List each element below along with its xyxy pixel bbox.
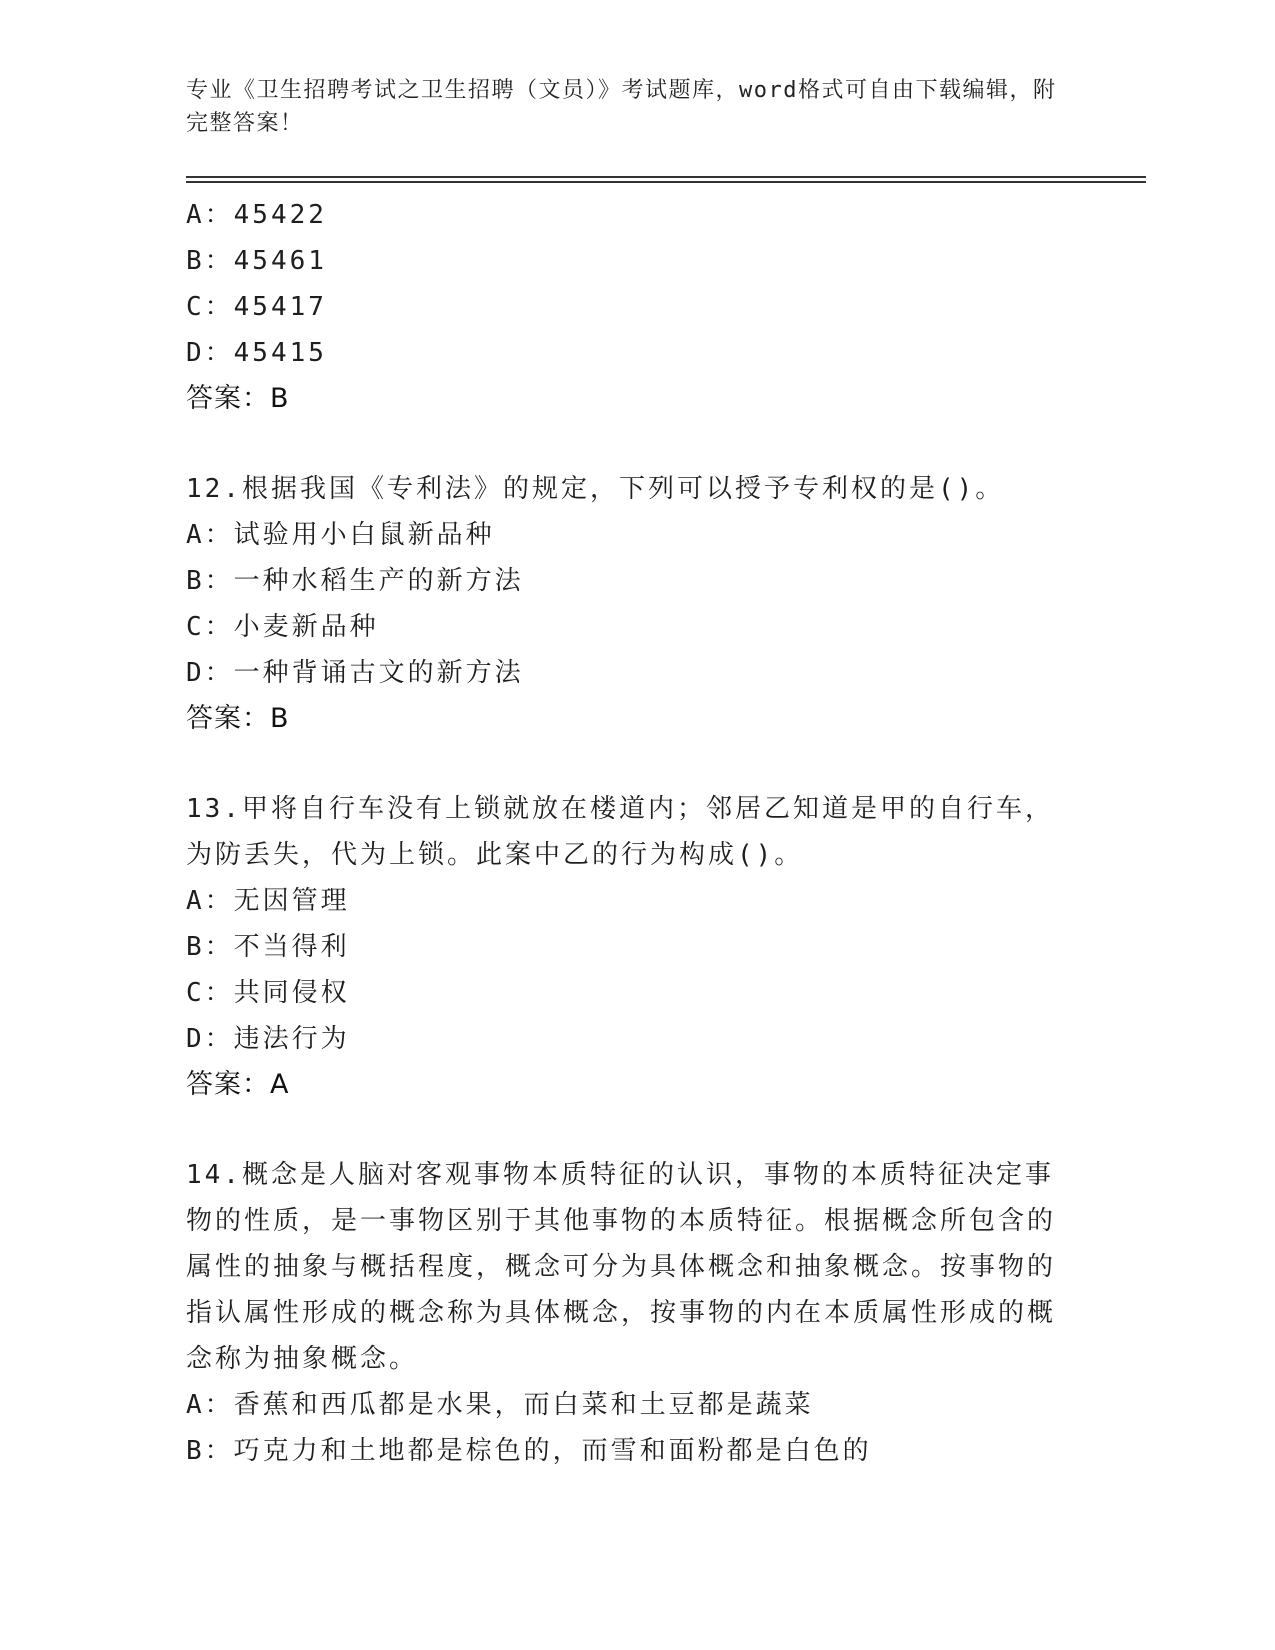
- option-b: B：巧克力和土地都是棕色的，而雪和面粉都是白色的: [186, 1436, 872, 1466]
- option-c: C：45417: [186, 292, 327, 322]
- option-b: B：45461: [186, 246, 327, 276]
- answer-label: 答案：A: [186, 1069, 290, 1100]
- option-d: D：45415: [186, 338, 327, 368]
- question-13-block: [186, 786, 1066, 1108]
- option-d: D：违法行为: [186, 1024, 350, 1054]
- spacer: [186, 1108, 1066, 1152]
- option-a: A：试验用小白鼠新品种: [186, 520, 495, 550]
- question-14-block: [186, 1152, 1066, 1474]
- answer-label: 答案：B: [186, 703, 290, 734]
- option-b: B：不当得利: [186, 932, 350, 962]
- question-11-block: [186, 192, 1066, 422]
- option-c: C：共同侵权: [186, 978, 350, 1008]
- option-c: C：小麦新品种: [186, 612, 379, 642]
- question-text: 13.甲将自行车没有上锁就放在楼道内；邻居乙知道是甲的自行车，为防丢失，代为上锁。此案中乙的行为构成()。: [186, 794, 1054, 870]
- header-rule-top: [186, 176, 1146, 178]
- option-a: A：45422: [186, 200, 327, 230]
- option-b: B：一种水稻生产的新方法: [186, 566, 524, 596]
- document-header: 专业《卫生招聘考试之卫生招聘（文员）》考试题库，word格式可自由下载编辑，附完整答案！: [186, 78, 1057, 136]
- question-text: 14.概念是人脑对客观事物本质特征的认识，事物的本质特征决定事物的性质，是一事物区别于其他事物的本质特征。根据概念所包含的属性的抽象与概括程度，概念可分为具体概念和抽象概念。按事物的指认属性形成的概念称为具体概念，按事物的内在本质属性形成的概念称为抽象概念。: [186, 1160, 1057, 1374]
- answer-label: 答案：B: [186, 383, 290, 414]
- spacer: [186, 742, 1066, 786]
- question-12-block: [186, 466, 1066, 742]
- question-text: 12.根据我国《专利法》的规定，下列可以授予专利权的是()。: [186, 474, 1005, 504]
- question-content: [186, 192, 1066, 1474]
- option-a: A：香蕉和西瓜都是水果，而白菜和土豆都是蔬菜: [186, 1390, 814, 1420]
- option-a: A：无因管理: [186, 886, 350, 916]
- header-rule-bottom: [186, 181, 1146, 183]
- spacer: [186, 422, 1066, 466]
- option-d: D：一种背诵古文的新方法: [186, 658, 524, 688]
